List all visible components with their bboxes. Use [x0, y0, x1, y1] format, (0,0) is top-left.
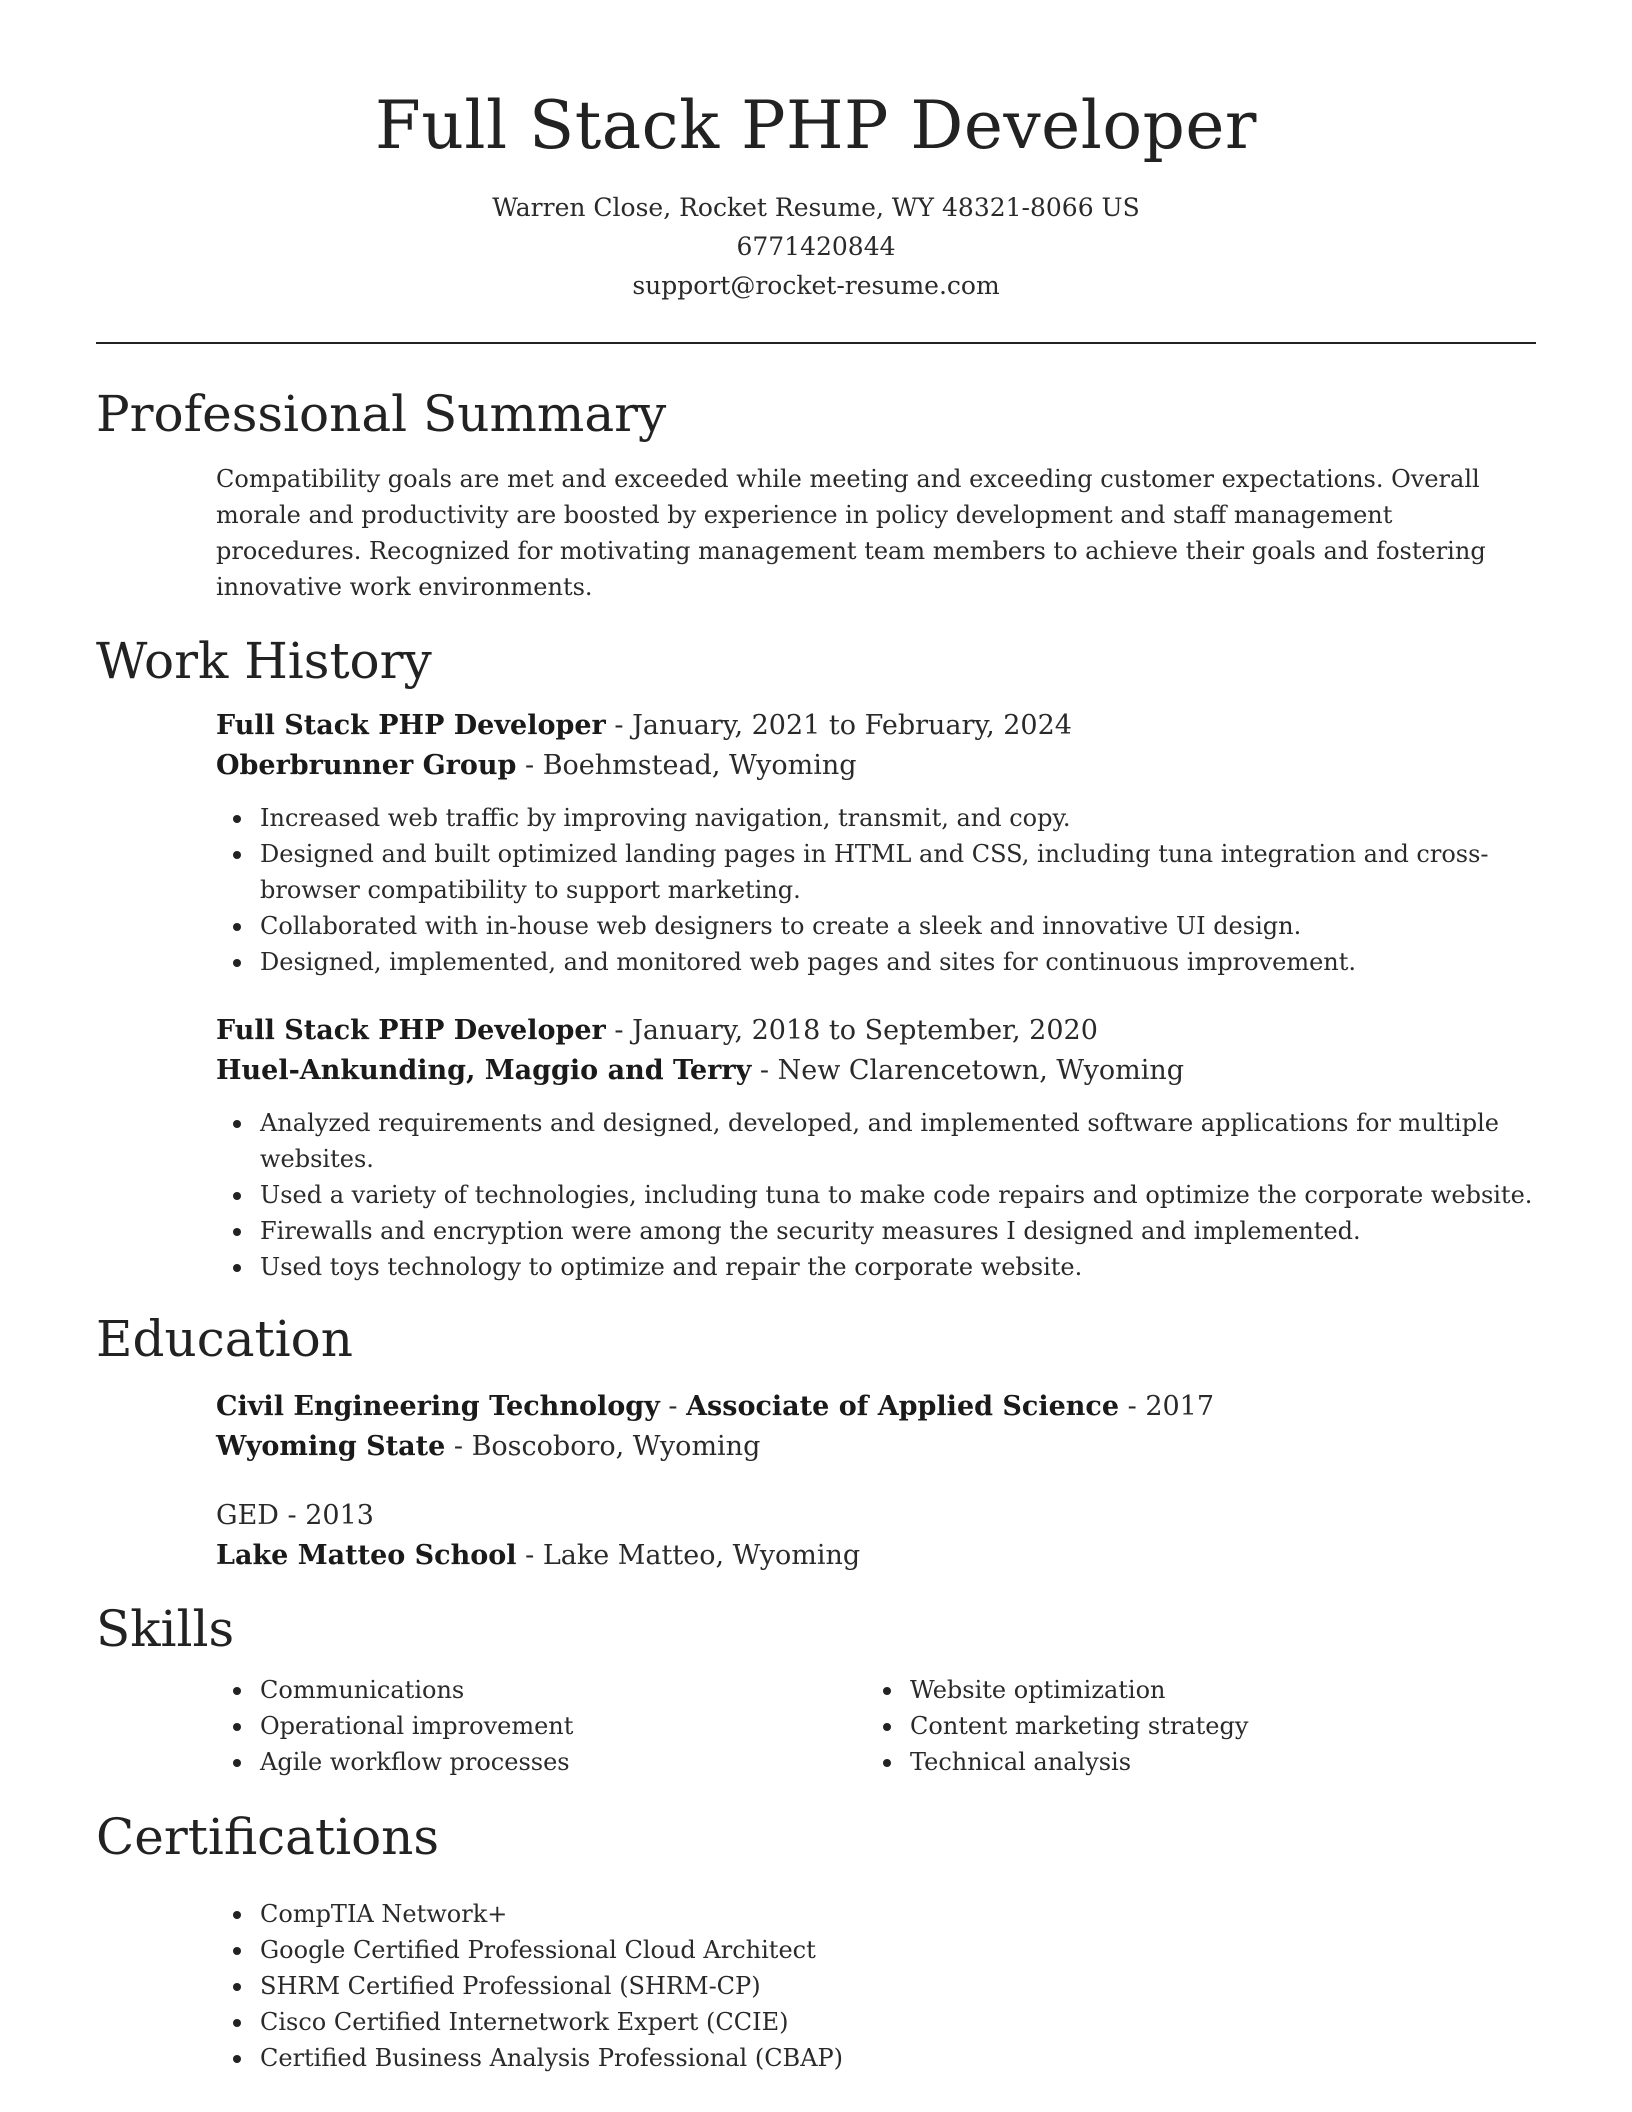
education-field: GED — [216, 1500, 279, 1531]
education-school: Wyoming State — [216, 1431, 446, 1462]
education-entry — [216, 1496, 1540, 1576]
section-title-work-history: Work History — [96, 632, 432, 690]
education-school: Lake Matteo School — [216, 1540, 517, 1571]
job-bullets — [216, 1105, 1540, 1285]
job-dates: January, 2018 to September, 2020 — [632, 1015, 1098, 1046]
list-item: Content marketing strategy — [866, 1708, 1516, 1744]
job-company: Oberbrunner Group — [216, 750, 517, 781]
education-entry — [216, 1387, 1540, 1467]
list-item: Google Certified Professional Cloud Architect — [216, 1932, 1540, 1968]
job-location: Boehmstead, Wyoming — [542, 750, 857, 781]
separator: - — [605, 1015, 633, 1046]
section-title-certifications: Certifications — [96, 1808, 440, 1866]
separator: - — [516, 750, 543, 781]
section-title-skills: Skills — [96, 1600, 235, 1658]
education-year: 2017 — [1145, 1391, 1215, 1422]
resume-header — [0, 84, 1632, 305]
education-field: Civil Engineering Technology — [216, 1391, 660, 1422]
list-item: Cisco Certified Internetwork Expert (CCIE) — [216, 2004, 1540, 2040]
contact-phone: 6771420844 — [736, 232, 896, 261]
list-item: SHRM Certified Professional (SHRM-CP) — [216, 1968, 1540, 2004]
job-role: Full Stack PHP Developer — [216, 1015, 606, 1046]
list-item: Website optimization — [866, 1672, 1516, 1708]
list-item: Operational improvement — [216, 1708, 866, 1744]
list-item: Increased web traffic by improving navigation, transmit, and copy. — [216, 800, 1540, 836]
skills-column-right — [866, 1672, 1516, 1780]
separator: - — [445, 1431, 472, 1462]
list-item: Firewalls and encryption were among the security measures I designed and implemented. — [216, 1213, 1540, 1249]
summary-text: Compatibility goals are met and exceeded while meeting and exceeding customer expectations. Overall morale and productivity are boosted by experience in policy development and staff management procedures. Recognized for motivating management team members to achieve their goals and fostering innovative work environments. — [216, 465, 1486, 601]
job-company-line — [216, 746, 1540, 786]
skills-list — [216, 1672, 866, 1780]
job-title-line — [216, 1011, 1540, 1051]
job-dates: January, 2021 to February, 2024 — [632, 710, 1072, 741]
header-divider — [96, 342, 1536, 344]
separator: - — [605, 710, 633, 741]
contact-email: support@rocket-resume.com — [632, 271, 1000, 300]
list-item: CompTIA Network+ — [216, 1896, 1540, 1932]
education-school-line — [216, 1427, 1540, 1467]
list-item: Designed, implemented, and monitored web pages and sites for continuous improvement. — [216, 944, 1540, 980]
skills-grid — [216, 1672, 1540, 1780]
education-degree-line — [216, 1387, 1540, 1427]
education-school-line — [216, 1536, 1540, 1576]
separator: - — [659, 1391, 687, 1422]
education-year: 2013 — [305, 1500, 374, 1531]
summary-block — [216, 461, 1540, 605]
job-company-line — [216, 1051, 1540, 1091]
job-bullets — [216, 800, 1540, 980]
job-entry — [216, 706, 1540, 980]
separator: - — [278, 1500, 306, 1531]
job-title-line — [216, 706, 1540, 746]
certifications-block — [216, 1882, 1540, 2076]
skills-list — [866, 1672, 1516, 1780]
job-location: New Clarencetown, Wyoming — [777, 1055, 1185, 1086]
list-item: Certified Business Analysis Professional (CBAP) — [216, 2040, 1540, 2076]
list-item: Communications — [216, 1672, 866, 1708]
section-title-education: Education — [96, 1310, 353, 1368]
job-entry — [216, 1011, 1540, 1285]
contact-address: Warren Close, Rocket Resume, WY 48321-8066 US — [492, 193, 1140, 222]
education-location: Lake Matteo, Wyoming — [542, 1540, 861, 1571]
candidate-title: Full Stack PHP Developer — [375, 87, 1257, 164]
list-item: Used a variety of technologies, including tuna to make code repairs and optimize the corporate website. — [216, 1177, 1540, 1213]
list-item: Agile workflow processes — [216, 1744, 866, 1780]
job-role: Full Stack PHP Developer — [216, 710, 606, 741]
list-item: Used toys technology to optimize and repair the corporate website. — [216, 1249, 1540, 1285]
education-degree-line — [216, 1496, 1540, 1536]
list-item: Collaborated with in-house web designers to create a sleek and innovative UI design. — [216, 908, 1540, 944]
certifications-list — [216, 1896, 1540, 2076]
list-item: Analyzed requirements and designed, developed, and implemented software applications for multiple websites. — [216, 1105, 1540, 1177]
separator: - — [1119, 1391, 1146, 1422]
section-title-summary: Professional Summary — [96, 385, 667, 443]
list-item: Designed and built optimized landing pages in HTML and CSS, including tuna integration and cross-browser compatibility to support marketing. — [216, 836, 1540, 908]
separator: - — [751, 1055, 778, 1086]
skills-block — [216, 1672, 1540, 1780]
education-location: Boscoboro, Wyoming — [471, 1431, 761, 1462]
separator: - — [516, 1540, 543, 1571]
job-company: Huel-Ankunding, Maggio and Terry — [216, 1055, 752, 1086]
list-item: Technical analysis — [866, 1744, 1516, 1780]
education-degree: Associate of Applied Science — [686, 1391, 1120, 1422]
skills-column-left — [216, 1672, 866, 1780]
